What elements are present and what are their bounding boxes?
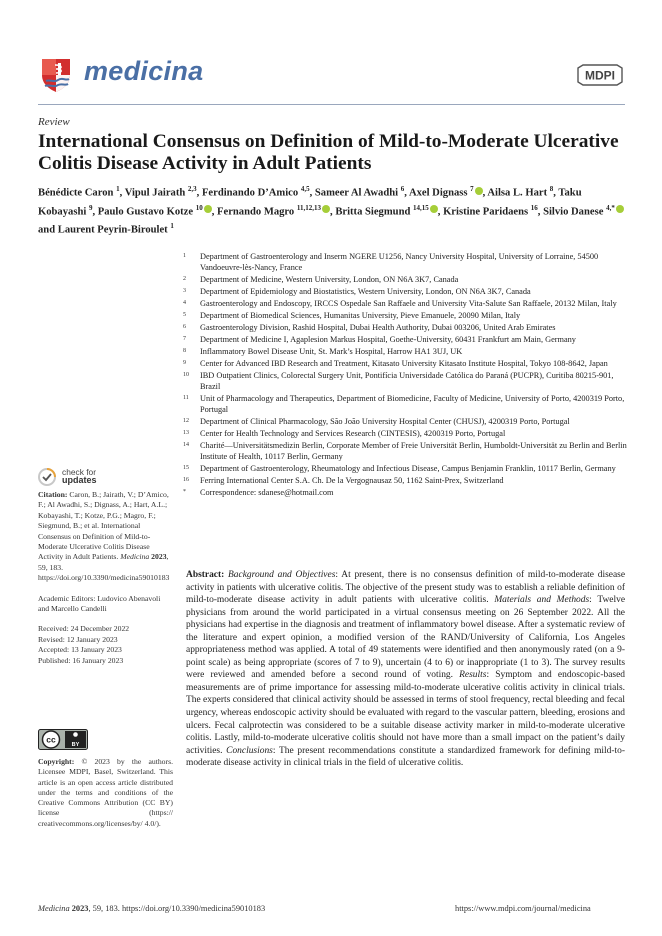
affiliation-text: Department of Gastroenterology, Rheumatology and Infectious Disease, Campus Benjamin Franklin, 10117 Berlin, Germany (200, 463, 616, 473)
orcid-icon[interactable] (616, 205, 624, 213)
article-type: Review (38, 116, 70, 128)
orcid-icon[interactable] (430, 205, 438, 213)
affiliation-number: 6 (183, 324, 186, 331)
author-affiliation-marker: 4,* (606, 203, 615, 212)
affiliation-item (183, 394, 629, 415)
orcid-icon[interactable] (475, 187, 483, 195)
medicina-logo-icon (38, 55, 74, 93)
abstract-results-label: Results (459, 670, 487, 681)
affiliation-item (183, 347, 629, 358)
affiliation-number: 8 (183, 348, 186, 355)
affiliation-text: Department of Epidemiology and Biostatistics, Western University, London, ON N6A 3K7, Canada (200, 286, 531, 296)
author-affiliation-marker: 1 (116, 185, 120, 193)
abstract (186, 569, 625, 770)
published-date: Published: 16 January 2023 (38, 655, 124, 665)
footer-doi[interactable]: , 59, 183. https://doi.org/10.3390/medicina59010183 (88, 904, 266, 913)
cc-by-label: BY (71, 742, 80, 748)
affiliation-item (183, 335, 629, 346)
author-name[interactable]: Taku Kobayashi (38, 187, 582, 218)
affiliation-item (183, 417, 629, 428)
citation-block (38, 490, 173, 584)
author-affiliation-marker: 8 (549, 185, 554, 193)
affiliation-text: Center for Health Technology and Services Research (CINTESIS), 4200319 Porto, Portugal (200, 428, 506, 438)
affiliation-text: Ferring International Center S.A. Ch. De la Vergognausaz 50, 1162 Saint-Prex, Switzerland (200, 475, 504, 485)
affiliation-number: 15 (183, 464, 189, 471)
footer-year: 2023 (71, 904, 89, 913)
article-title: International Consensus on Definition of Mild-to-Moderate Ulcerative Colitis Disease Activity in Adult Patients (38, 131, 619, 174)
affiliation-text: Gastroenterology and Endoscopy, IRCCS Ospedale San Raffaele and University Vita-Salute San Raffaele, 20132 Milan, Italy (200, 298, 617, 308)
cc-label: cc (46, 734, 56, 745)
affiliation-number: 14 (183, 442, 189, 448)
check-for-updates-badge[interactable] (38, 467, 108, 487)
affiliation-item (183, 464, 629, 475)
author-affiliation-marker: 4,5 (300, 185, 310, 193)
academic-editors: Academic Editors: Ludovico Abenavoli and Marcello Candelli (38, 593, 161, 614)
author-name[interactable]: Fernando Magro (217, 206, 295, 218)
affiliations (183, 252, 629, 500)
author-list: Bénédicte Caron $^1$, Vipul Jairath $^{2,3}$, Ferdinando D’Amico $^{4,5}$, Sameer Al Awadhi $^6$, Axel Dignass $^7$ , Ailsa L. Hart $^8$, Taku Kobayashi $^9$, Paulo Gustavo Kotze $^{10}$ , Fernando Magro $^{11,12,13}$ , Britta Siegmund $^{14,15}$ , Kristine Paridaens $^{16}$, Silvio Danese $^{4,*}$ and Laurent Peyrin-Biroulet $^1$ (38, 182, 628, 238)
abstract-conclusions-label: Conclusions (226, 745, 273, 756)
affiliation-number: 11 (183, 395, 189, 402)
affiliation-item (183, 441, 629, 462)
affiliation-number: 4 (183, 299, 186, 306)
affiliation-text: Correspondence: sdanese@hotmail.com (200, 487, 334, 497)
affiliation-item (183, 488, 629, 499)
author-name[interactable]: Kristine Paridaens (443, 206, 529, 218)
author-affiliation-marker: 9 (88, 203, 93, 212)
citation-label: Citation: (38, 490, 68, 499)
orcid-icon[interactable] (322, 205, 330, 213)
cc-by-license-icon[interactable] (38, 729, 88, 750)
abstract-background-label: Background and Objectives (228, 570, 336, 580)
author-name[interactable]: Ailsa L. Hart (487, 187, 548, 199)
author-name[interactable]: Axel Dignass (408, 187, 468, 199)
author-name[interactable]: Sameer Al Awadhi (314, 187, 399, 199)
check-for-text: check for (62, 467, 96, 477)
author-connector: and (38, 224, 56, 236)
abstract-methods-label: Materials and Methods (494, 595, 590, 606)
received-date: Received: 24 December 2022 (38, 624, 130, 634)
affiliation-number: 5 (183, 311, 186, 318)
affiliation-text: Center for Advanced IBD Research and Treatment, Kitasato University Kitasato Institute Hospital, Tokyo 108-8642, Japan (200, 359, 608, 369)
affiliation-number: * (183, 488, 186, 495)
affiliation-number: 1 (183, 253, 186, 259)
affiliation-number: 16 (183, 476, 189, 483)
author-affiliation-marker: 1 (170, 222, 174, 231)
affiliation-item (183, 252, 629, 273)
copyright-label: Copyright: (38, 757, 75, 766)
citation-doi[interactable]: , 59, 183. https://doi.org/10.3390/medicina59010183 (38, 552, 170, 583)
author-name[interactable]: Laurent Peyrin-Biroulet (57, 224, 168, 236)
mdpi-logo-icon (575, 62, 625, 88)
affiliation-item (183, 299, 629, 310)
publisher-logo-text: MDPI (585, 68, 615, 83)
author-name[interactable]: Ferdinando D’Amico (201, 187, 299, 199)
orcid-icon[interactable] (204, 205, 212, 213)
affiliation-text: Charité—Universitätsmedizin Berlin, Corporate Member of Freie Universität Berlin, Humboldt-Universität zu Berlin and Berlin Institute of Health, 10117 Berlin, Germany (200, 441, 627, 461)
affiliation-item (183, 429, 629, 440)
author-affiliation-marker: 11,12,13 (296, 203, 322, 212)
affiliation-item (183, 476, 629, 487)
accepted-date: Accepted: 13 January 2023 (38, 645, 122, 655)
author-name[interactable]: Britta Siegmund (335, 206, 411, 218)
affiliation-text: Unit of Pharmacology and Therapeutics, Department of Biomedicine, Faculty of Medicine, University of Porto, 4200319 Porto, Portugal (200, 394, 625, 414)
affiliation-item (183, 323, 629, 334)
copyright-notice (38, 757, 173, 829)
affiliation-item (183, 287, 629, 298)
footer-journal: Medicina (38, 904, 70, 913)
affiliation-number: 7 (183, 336, 186, 343)
affiliation-text: Gastroenterology Division, Rashid Hospital, Dubai Health Authority, Dubai 003206, United Arab Emirates (200, 323, 556, 333)
author-name[interactable]: Vipul Jairath (124, 187, 186, 199)
author-affiliation-marker: 6 (400, 185, 405, 193)
citation-journal: Medicina (120, 552, 150, 562)
author-name[interactable]: Paulo Gustavo Kotze (97, 206, 194, 218)
affiliation-text: Department of Medicine, Western University, London, ON N6A 3K7, Canada (200, 274, 459, 284)
author-name[interactable]: Bénédicte Caron (38, 187, 114, 199)
updates-text: updates (62, 475, 97, 486)
citation-text: Caron, B.; Jairath, V.; D’Amico, F.; Al Awadhi, S.; Dignass, A.; Hart, A.L.; Kobayashi, T.; Kotze, P.G.; Magro, F.; Siegmund, B.; et al. International Consensus on Definition of Mild-to-Moderate Ulcerative Colitis Disease Activity in Adult Patients. (38, 490, 169, 562)
affiliation-number: 2 (183, 275, 186, 282)
footer-citation (38, 904, 265, 913)
copyright-text: © 2023 by the authors. Licensee MDPI, Basel, Switzerland. This article is an open access article distributed under the terms and conditions of the Creative Commons Attribution (CC BY) license (https:// creativecommons.org/licenses/by/ 4.0/). (38, 757, 173, 828)
citation-year: 2023 (151, 552, 167, 562)
abstract-conclusions-text: : The present recommendations constitute a standardized framework for defining mild-to-moderate disease activity in clinical trials in the field of ulcerative colitis. (186, 745, 625, 769)
affiliation-item (183, 359, 629, 370)
author-affiliation-marker: 7 (470, 185, 474, 193)
abstract-label: Abstract: (186, 570, 225, 580)
affiliation-text: Inflammatory Bowel Disease Unit, St. Mark’s Hospital, Harrow HA1 3UJ, UK (200, 347, 463, 357)
author-affiliation-marker: 10 (195, 203, 203, 212)
affiliation-number: 13 (183, 429, 189, 436)
revised-date: Revised: 12 January 2023 (38, 634, 118, 644)
affiliation-item (183, 275, 629, 286)
abstract-background-text: : At present, there is no consensus definition of mild-to-moderate disease activity in patients with ulcerative colitis. The objective of the present study was to establish a reliable definition of mild-to-moderate disease activity in adult patients with ulcerative colitis. (186, 570, 626, 606)
footer-journal-url[interactable]: https://www.mdpi.com/journal/medicina (455, 904, 591, 913)
affiliation-text: Department of Biomedical Sciences, Humanitas University, Pieve Emanuele, 20090 Milan, Italy (200, 310, 521, 320)
journal-name: medicina (84, 56, 204, 86)
author-affiliation-marker: 16 (530, 203, 538, 212)
affiliation-number: 12 (183, 417, 189, 424)
header-divider (38, 104, 625, 105)
affiliation-text: Department of Clinical Pharmacology, São João University Hospital Center (CHUSJ), 4200319 Porto, Portugal (200, 416, 570, 426)
affiliation-item (183, 311, 629, 322)
affiliation-number: 10 (183, 372, 189, 379)
article-info-sidebar (38, 490, 173, 666)
author-name[interactable]: Silvio Danese (543, 206, 604, 218)
affiliation-text: Department of Gastroenterology and Inserm NGERE U1256, Nancy University Hospital, University of Lorraine, 54500 Vandoeuvre-lès-Nancy, France (200, 252, 599, 272)
affiliation-number: 3 (183, 287, 186, 294)
affiliation-item (183, 371, 629, 392)
author-affiliation-marker: 14,15 (413, 203, 429, 212)
abstract-results-text: : Symptom and endoscopic-based measurements are of prime importance for assessing mild-to-moderate ulcerative colitis activity in clinical trials. The experts considered that clinical activity should be assessed in terms of stool frequency, rectal bleeding and fecal urgency, whereas endoscopic activity should be evaluated with regard to the vascular pattern, bleeding, erosions and ulcers. Fecal calprotectin was considered to be a suitable disease activity marker in mild-to-moderate ulcerative colitis. Lastly, mild-to-moderate ulcerative colitis should not have more than a small impact on the patient’s daily activities. (186, 670, 625, 756)
abstract-methods-text: : Twelve physicians from around the world participated in a virtual consensus meeting on 26 September 2022. All the physicians had expertise in the diagnosis and treatment of inflammatory bowel disease. After a systematic review of the literature and expert opinion, a modified version of the RAND/University of California, Los Angeles appropriateness method was applied. A total of 49 statements were identified and then anonymously rated (on a 9-point scale) as being appropriate (scores of 7 to 9), uncertain (4 to 6) or inappropriate (1 to 3). The survey results were reviewed and amended before a second round of voting. (186, 595, 626, 681)
affiliation-number: 9 (183, 360, 186, 367)
affiliation-text: Department of Medicine I, Agaplesion Markus Hospital, Goethe-University, 60431 Frankfurt am Main, Germany (200, 335, 576, 345)
author-affiliation-marker: 2,3 (187, 185, 197, 193)
check-updates-icon (38, 468, 56, 486)
affiliation-text: IBD Outpatient Clinics, Colorectal Surgery Unit, Pontifícia Universidade Católica do Paraná (PUCPR), Curitiba 80215-901, Brazil (200, 371, 614, 392)
